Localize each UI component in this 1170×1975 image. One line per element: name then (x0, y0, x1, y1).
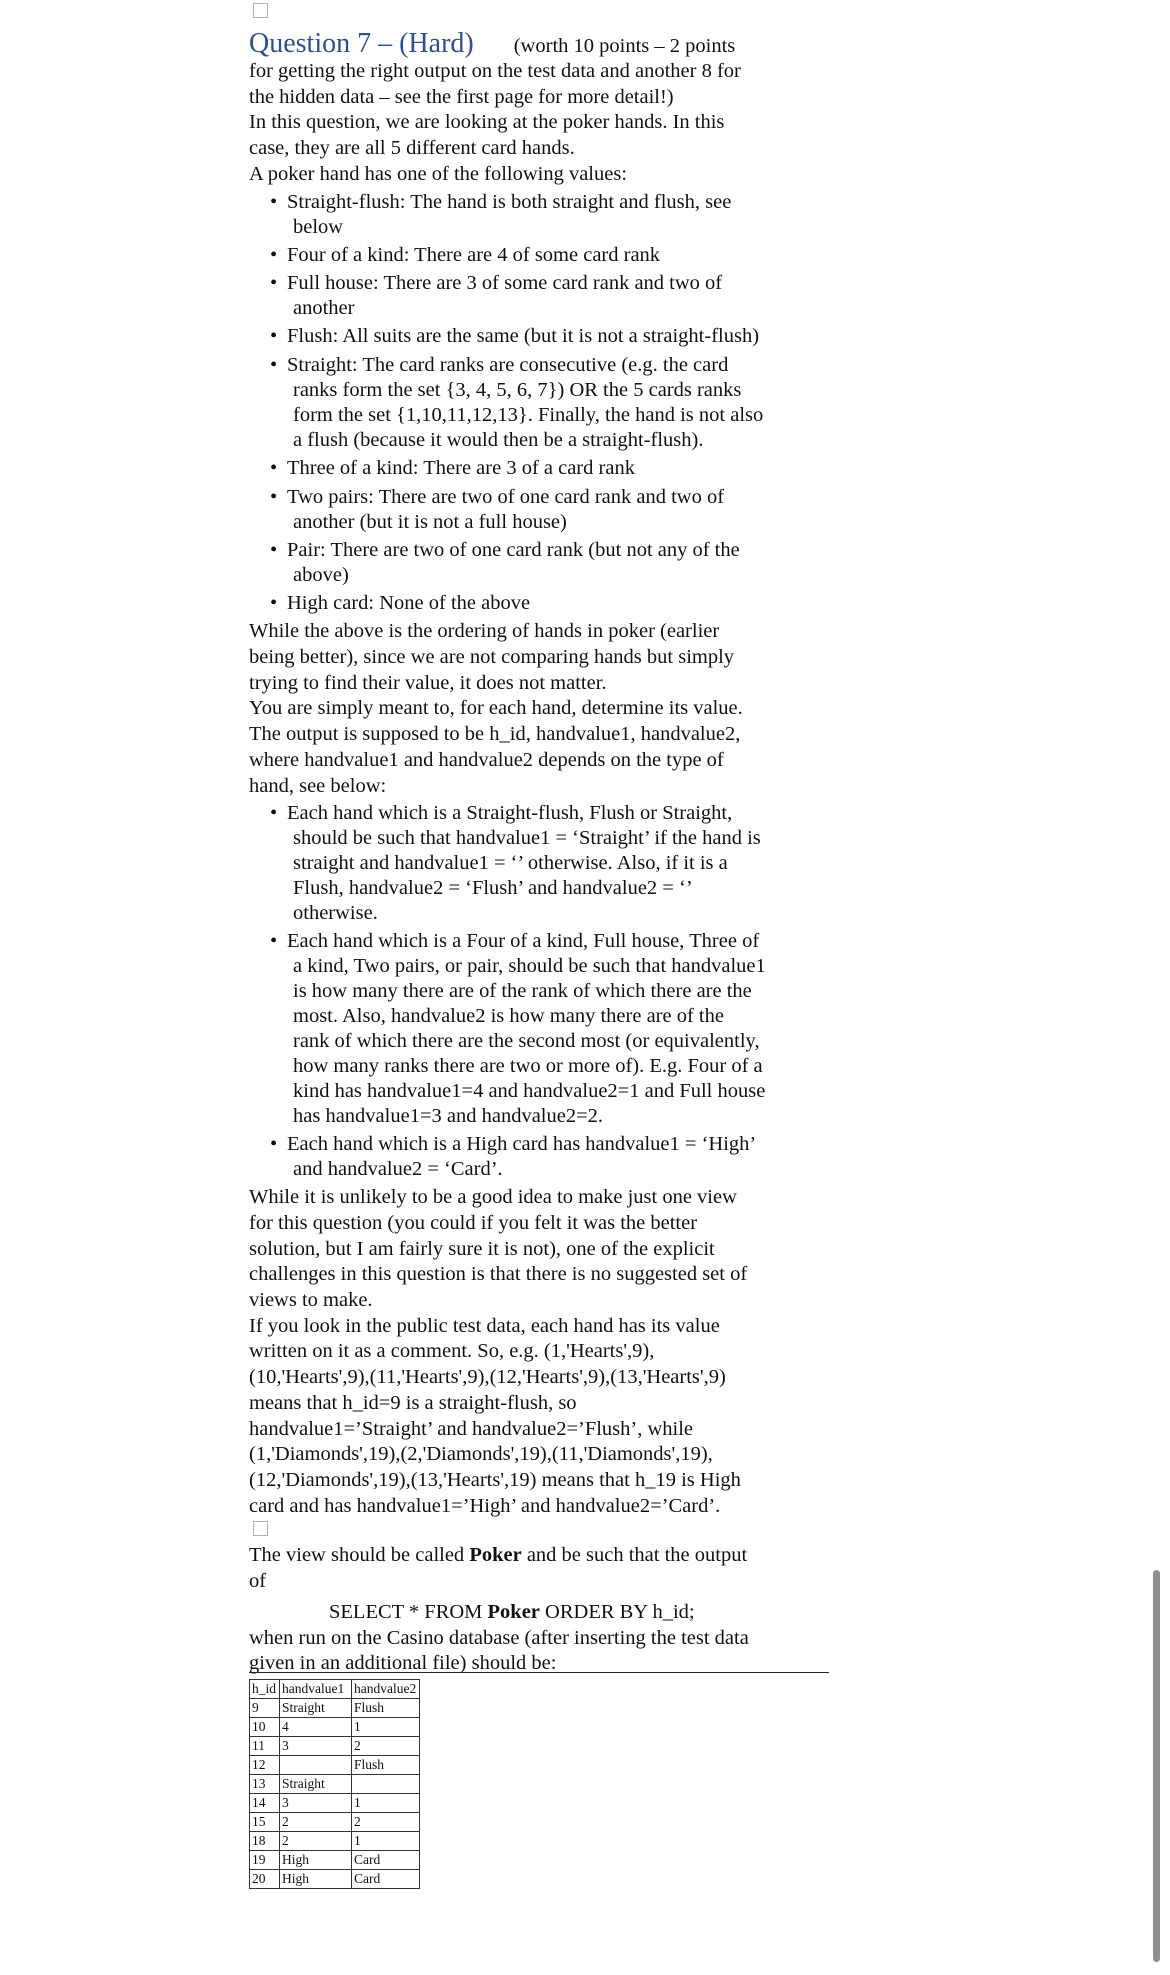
table-cell: Straight (280, 1698, 352, 1717)
list-item (249, 271, 829, 321)
list-item (249, 456, 829, 482)
table-cell: High (280, 1850, 352, 1869)
text-line: You are simply meant to, for each hand, determine its value. (249, 697, 743, 720)
text-line: another (but it is not a full house) (293, 510, 567, 533)
table-cell: 14 (250, 1793, 280, 1812)
text-line: for getting the right output on the test data and another 8 for (249, 60, 741, 82)
checkbox-icon[interactable] (253, 3, 268, 18)
text-line: While the above is the ordering of hands in poker (earlier (249, 620, 720, 643)
list-item (249, 929, 829, 1129)
text-line: for this question (you could if you felt it was the better (249, 1211, 698, 1234)
table-header-cell: handvalue1 (280, 1679, 352, 1698)
text-line: case, they are all 5 different card hands. (249, 137, 575, 160)
text-line: means that h_id=9 is a straight-flush, so (249, 1391, 577, 1414)
text-line: is how many there are of the rank of which there are the (293, 980, 752, 1003)
table-cell: 1 (352, 1831, 420, 1850)
table-cell: 1 (352, 1793, 420, 1812)
table-cell: Straight (280, 1774, 352, 1793)
table-cell: 1 (352, 1717, 420, 1736)
text-line: and handvalue2 = ‘Card’. (293, 1158, 503, 1181)
table-row (250, 1698, 420, 1717)
table-cell: 11 (250, 1736, 280, 1755)
table-cell: 18 (250, 1831, 280, 1850)
table-row (250, 1736, 420, 1755)
table-cell: 3 (280, 1793, 352, 1812)
text-line: written on it as a comment. So, e.g. (1,'Hearts',9), (249, 1340, 655, 1363)
text-line: (10,'Hearts',9),(11,'Hearts',9),(12,'Hearts',9),(13,'Hearts',9) (249, 1366, 726, 1389)
table-cell: 2 (280, 1831, 352, 1850)
table-header-row (250, 1679, 420, 1698)
intro-text (249, 59, 829, 188)
list-item (249, 801, 829, 926)
table-row (250, 1774, 420, 1793)
text-line: views to make. (249, 1289, 373, 1312)
text-span: The view should be called (249, 1544, 470, 1567)
document-body (249, 0, 829, 1889)
table-cell: Flush (352, 1698, 420, 1717)
text-line: another (293, 297, 355, 320)
table-header-cell: h_id (250, 1679, 280, 1698)
table-header-cell: handvalue2 (352, 1679, 420, 1698)
text-line: Flush, handvalue2 = ‘Flush’ and handvalue2 = ‘’ (293, 877, 693, 900)
text-line: most. Also, handvalue2 is how many there are of the (293, 1005, 724, 1028)
table-cell (280, 1755, 352, 1774)
text-line: Three of a kind: There are 3 of a card rank (287, 456, 635, 479)
list-item (249, 353, 829, 453)
table-cell: Card (352, 1869, 420, 1888)
text-line: rank of which there are the second most (or equivalently, (293, 1030, 760, 1053)
text-line: High card: None of the above (287, 591, 531, 614)
result-table (249, 1679, 420, 1889)
table-cell: 13 (250, 1774, 280, 1793)
text-line: Straight-flush: The hand is both straight and flush, see (287, 190, 732, 213)
text-line: the hidden data – see the first page for more detail!) (249, 85, 674, 108)
table-cell: 12 (250, 1755, 280, 1774)
text-line: Full house: There are 3 of some card rank and two of (287, 272, 723, 295)
text-span: and be such that the output (521, 1544, 748, 1567)
text-line: below (293, 215, 344, 238)
view-name: Poker (469, 1544, 522, 1567)
table-cell: Flush (352, 1755, 420, 1774)
table-cell: High (280, 1869, 352, 1888)
text-line: Each hand which is a Straight-flush, Flush or Straight, (287, 802, 733, 825)
table-row (250, 1755, 420, 1774)
hand-values-list (249, 190, 829, 617)
text-line: above) (293, 563, 349, 586)
table-cell: 3 (280, 1736, 352, 1755)
text-line: a flush (because it would then be a straight-flush). (293, 428, 704, 451)
table-cell: 2 (280, 1812, 352, 1831)
text-line: Each hand which is a High card has handvalue1 = ‘High’ (287, 1133, 757, 1156)
list-item (249, 538, 829, 588)
text-line: Each hand which is a Four of a kind, Full house, Three of (287, 930, 760, 953)
list-item (249, 485, 829, 535)
text-line: ranks form the set {3, 4, 5, 6, 7}) OR the 5 cards ranks (293, 378, 742, 401)
table-row (250, 1717, 420, 1736)
text-line: Pair: There are two of one card rank (but not any of the (287, 538, 740, 561)
sql-query (249, 1600, 829, 1626)
text-line: Straight: The card ranks are consecutive (e.g. the card (287, 353, 729, 376)
text-line: has handvalue1=3 and handvalue2=2. (293, 1105, 604, 1128)
closing-text (249, 1185, 829, 1519)
table-cell: 20 (250, 1869, 280, 1888)
list-item (249, 324, 829, 350)
text-line: card and has handvalue1=’High’ and handvalue2=’Card’. (249, 1494, 721, 1517)
text-line: Flush: All suits are the same (but it is not a straight-flush) (287, 325, 760, 348)
text-line: being better), since we are not comparing hands but simply (249, 646, 735, 669)
text-line: where handvalue1 and handvalue2 depends on the type of (249, 748, 724, 771)
list-item (249, 190, 829, 240)
middle-text (249, 619, 829, 799)
table-row (250, 1793, 420, 1812)
text-line: solution, but I am fairly sure it is not), one of the explicit (249, 1237, 715, 1260)
text-line: challenges in this question is that there is no suggested set of (249, 1263, 748, 1286)
table-cell: 10 (250, 1717, 280, 1736)
text-line: A poker hand has one of the following values: (249, 162, 628, 185)
text-line (249, 1543, 829, 1569)
text-line: hand, see below: (249, 774, 387, 797)
list-item (249, 1132, 829, 1182)
view-name: Poker (487, 1600, 540, 1623)
text-line: given in an additional file) should be: (249, 1651, 829, 1677)
table-cell: 15 (250, 1812, 280, 1831)
text-line: (12,'Diamonds',19),(13,'Hearts',19) means that h_19 is High (249, 1468, 741, 1491)
text-span: SELECT * FROM (329, 1600, 488, 1623)
list-item (249, 591, 829, 617)
table-cell: 19 (250, 1850, 280, 1869)
text-line: of (249, 1570, 267, 1593)
text-line: handvalue1=’Straight’ and handvalue2=’Flush’, while (249, 1417, 694, 1440)
table-row (250, 1812, 420, 1831)
list-item (249, 243, 829, 269)
text-line: Two pairs: There are two of one card rank and two of (287, 485, 725, 508)
text-line: otherwise. (293, 902, 378, 925)
question-heading (249, 28, 829, 59)
text-line: trying to find their value, it does not matter. (249, 671, 607, 694)
view-spec (249, 1543, 829, 1677)
table-cell (352, 1774, 420, 1793)
table-cell: 4 (280, 1717, 352, 1736)
rules-list (249, 801, 829, 1182)
text-line: kind has handvalue1=4 and handvalue2=1 and Full house (293, 1080, 766, 1103)
table-cell: 9 (250, 1698, 280, 1717)
table-cell: 2 (352, 1736, 420, 1755)
checkbox-icon[interactable] (253, 1521, 268, 1536)
text-line: If you look in the public test data, each hand has its value (249, 1314, 720, 1337)
table-row (250, 1831, 420, 1850)
table-row (250, 1869, 420, 1888)
text-line: form the set {1,10,11,12,13}. Finally, the hand is not also (293, 403, 764, 426)
text-line: The output is supposed to be h_id, handvalue1, handvalue2, (249, 723, 741, 746)
text-line: straight and handvalue1 = ‘’ otherwise. Also, if it is a (293, 852, 728, 875)
text-line: (1,'Diamonds',19),(2,'Diamonds',19),(11,'Diamonds',19), (249, 1443, 713, 1466)
table-cell: Card (352, 1850, 420, 1869)
text-line: While it is unlikely to be a good idea to make just one view (249, 1186, 737, 1209)
text-line: when run on the Casino database (after inserting the test data (249, 1626, 749, 1649)
question-title: Question 7 – (Hard) (249, 28, 474, 59)
text-line: In this question, we are looking at the poker hands. In this (249, 111, 725, 134)
vertical-scrollbar[interactable] (1153, 1570, 1160, 1962)
question-worth: (worth 10 points – 2 points (513, 35, 736, 57)
text-line: a kind, Two pairs, or pair, should be such that handvalue1 (293, 955, 766, 978)
text-line: should be such that handvalue1 = ‘Straight’ if the hand is (293, 827, 761, 850)
table-cell: 2 (352, 1812, 420, 1831)
text-line: Four of a kind: There are 4 of some card rank (287, 243, 661, 266)
text-line: how many ranks there are two or more of). E.g. Four of a (293, 1055, 763, 1078)
text-span: ORDER BY h_id; (539, 1600, 695, 1623)
table-row (250, 1850, 420, 1869)
